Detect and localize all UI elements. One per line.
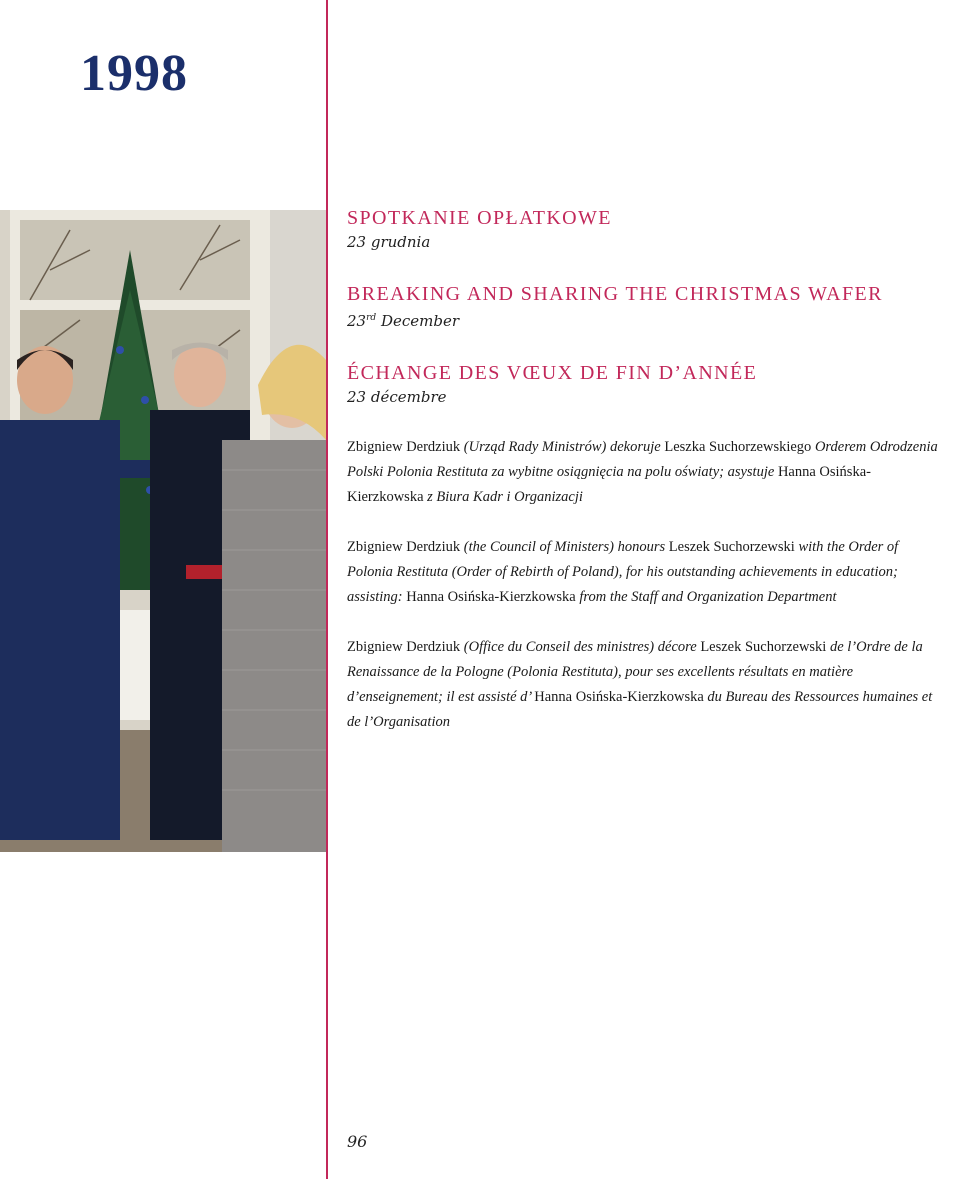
section-date-fr: 23 décembre [347,388,447,406]
caption-fr: Zbigniew Derdziuk (Office du Conseil des ministres) décore Leszek Suchorzewski de l’Ordre de la Renaissance de la Pologne (Polonia Restituta), pour ses excellents résultats en matière d’enseignement; il est assisté d’ Hanna Osińska-Kierzkowska du Bureau des Ressources humaines et de l’Organisation [347,639,933,730]
section-date-pl: 23 grudnia [347,233,431,251]
section-date-en: 23rd December [347,312,459,330]
year-heading: 1998 [80,45,188,102]
caption-en: Zbigniew Derdziuk (the Council of Ministers) honours Leszek Suchorzewski with the Order of Polonia Restituta (Order of Rebirth of Poland), for his outstanding achievements in education; assisting: Hanna Osińska-Kierzkowska from the Staff and Organization Department [347,539,899,605]
section-title-en: BREAKING AND SHARING THE CHRISTMAS WAFER [347,283,883,305]
text-column [347,204,947,760]
ceremony-photo [0,210,326,852]
section-title-fr: ÉCHANGE DES VŒUX DE FIN D’ANNÉE [347,362,758,384]
caption-pl: Zbigniew Derdziuk (Urząd Rady Ministrów) dekoruje Leszka Suchorzewskiego Orderem Odrodzenia Polski Polonia Restituta za wybitne osiągnięcia na polu oświaty; asystuje Hanna Osińska-Kierzkowska z Biura Kadr i Organizacji [347,439,938,505]
vertical-divider [326,0,328,1179]
page-number: 96 [347,1132,368,1151]
section-title-pl: SPOTKANIE OPŁATKOWE [347,207,612,229]
